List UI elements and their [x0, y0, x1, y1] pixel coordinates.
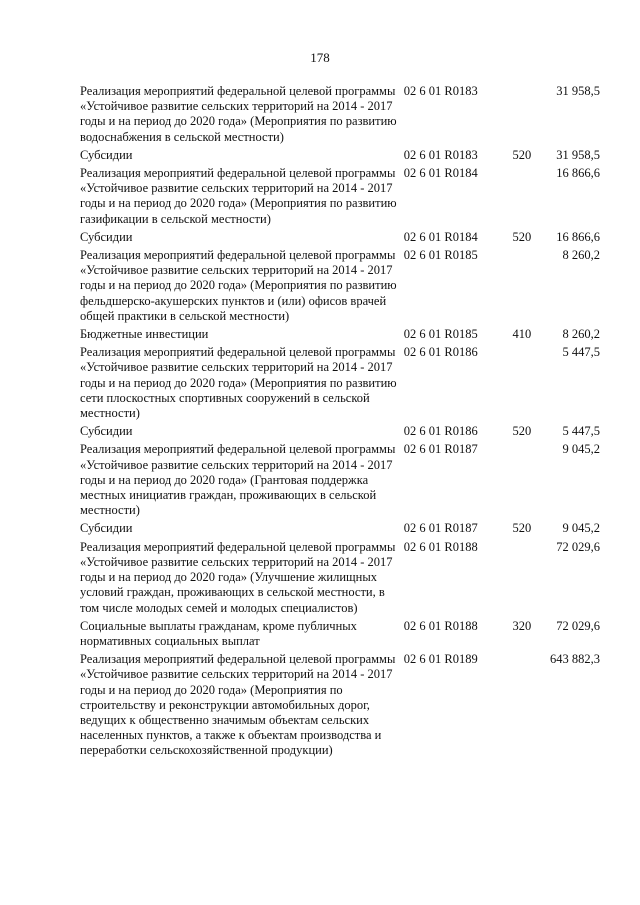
row-name: Субсидии — [80, 424, 133, 439]
row-code: 02 6 01 R0187 — [403, 521, 478, 536]
row-code: 02 6 01 R0185 — [403, 327, 478, 342]
row-name: Реализация мероприятий федеральной целевой программы «Устойчивое развитие сельских территорий на 2014 - 2017 годы и на период до 2020 года» (Мероприятия по развитию газификации в сельской местности) — [80, 166, 397, 226]
row-name: Реализация мероприятий федеральной целевой программы «Устойчивое развитие сельских территорий на 2014 - 2017 годы и на период до 2020 года» (Улучшение жилищных условий граждан, проживающих в сельской местности, в том числе молодых семей и молодых специалистов) — [80, 539, 396, 615]
row-sum: 16 866,6 — [556, 229, 600, 244]
row-name: Реализация мероприятий федеральной целевой программы «Устойчивое развитие сельских территорий на 2014 - 2017 годы и на период до 2020 года» (Мероприятия по развитию водоснабжения в сельской местности) — [80, 84, 397, 144]
table-row — [80, 442, 600, 521]
row-name: Субсидии — [80, 147, 133, 162]
row-code: 02 6 01 R0184 — [403, 229, 478, 244]
table-row — [80, 84, 600, 148]
row-sum: 5 447,5 — [562, 424, 600, 439]
row-code: 02 6 01 R0183 — [403, 147, 478, 162]
row-name: Социальные выплаты гражданам, кроме публичных нормативных социальных выплат — [80, 618, 357, 648]
table-row — [80, 148, 600, 166]
table-row — [80, 345, 600, 424]
row-code: 02 6 01 R0186 — [403, 345, 478, 360]
row-sum: 31 958,5 — [556, 84, 600, 98]
table-row — [80, 327, 600, 345]
row-expense-type — [495, 540, 531, 619]
row-sum: 8 260,2 — [562, 248, 600, 263]
table-row — [80, 619, 600, 652]
row-expense-type: 520 — [512, 424, 532, 439]
table-row — [80, 248, 600, 327]
row-code: 02 6 01 R0186 — [403, 424, 478, 439]
table-row — [80, 540, 600, 619]
row-code: 02 6 01 R0188 — [403, 539, 478, 554]
row-code: 02 6 01 R0184 — [403, 166, 478, 181]
row-sum: 9 045,2 — [562, 442, 600, 457]
row-expense-type — [495, 652, 531, 761]
row-sum: 72 029,6 — [556, 539, 600, 554]
row-expense-type: 410 — [512, 327, 532, 342]
row-name: Бюджетные инвестиции — [80, 327, 209, 342]
row-name: Субсидии — [80, 521, 133, 536]
row-sum: 5 447,5 — [562, 345, 600, 360]
row-code: 02 6 01 R0187 — [403, 442, 478, 457]
table-row — [80, 424, 600, 442]
row-expense-type — [495, 442, 531, 521]
row-sum: 9 045,2 — [562, 521, 600, 536]
table-row — [80, 230, 600, 248]
row-expense-type — [495, 248, 531, 327]
table-row — [80, 521, 600, 539]
row-sum: 16 866,6 — [556, 166, 600, 181]
row-code: 02 6 01 R0183 — [403, 84, 478, 98]
row-sum: 31 958,5 — [556, 147, 600, 162]
table-row — [80, 166, 600, 230]
row-name: Реализация мероприятий федеральной целевой программы «Устойчивое развитие сельских территорий на 2014 - 2017 годы и на период до 2020 года» (Мероприятия по строительству и реконструкции автомобильных дорог, ведущих к общественно значимым объектам сельских населенных пунктов, а также к объектам производства и переработки сельскохозяйственной продукции) — [80, 652, 396, 758]
row-expense-type: 520 — [512, 147, 532, 162]
row-expense-type — [495, 166, 531, 230]
row-name: Реализация мероприятий федеральной целевой программы «Устойчивое развитие сельских территорий на 2014 - 2017 годы и на период до 2020 года» (Грантовая поддержка местных инициатив граждан, проживающих в сельской местности) — [80, 442, 396, 518]
row-expense-type — [495, 345, 531, 424]
row-name: Реализация мероприятий федеральной целевой программы «Устойчивое развитие сельских территорий на 2014 - 2017 годы и на период до 2020 года» (Мероприятия по развитию фельдшерско-акушерских пунктов и (или) офисов врачей общей практики в сельской местности) — [80, 248, 397, 323]
row-name: Реализация мероприятий федеральной целевой программы «Устойчивое развитие сельских территорий на 2014 - 2017 годы и на период до 2020 года» (Мероприятия по развитию сети плоскостных спортивных сооружений в сельской местности) — [80, 345, 397, 421]
budget-table — [80, 84, 600, 762]
row-expense-type: 320 — [512, 618, 532, 633]
row-code: 02 6 01 R0185 — [403, 248, 478, 263]
row-code: 02 6 01 R0188 — [403, 618, 478, 633]
table-row — [80, 652, 600, 761]
row-sum: 72 029,6 — [556, 618, 600, 633]
page-number: 178 — [310, 50, 330, 65]
row-name: Субсидии — [80, 229, 133, 244]
row-sum: 8 260,2 — [562, 327, 600, 342]
row-expense-type — [495, 84, 531, 148]
row-expense-type: 520 — [512, 521, 532, 536]
row-expense-type: 520 — [512, 229, 532, 244]
row-code: 02 6 01 R0189 — [403, 652, 478, 667]
row-sum: 643 882,3 — [550, 652, 600, 667]
